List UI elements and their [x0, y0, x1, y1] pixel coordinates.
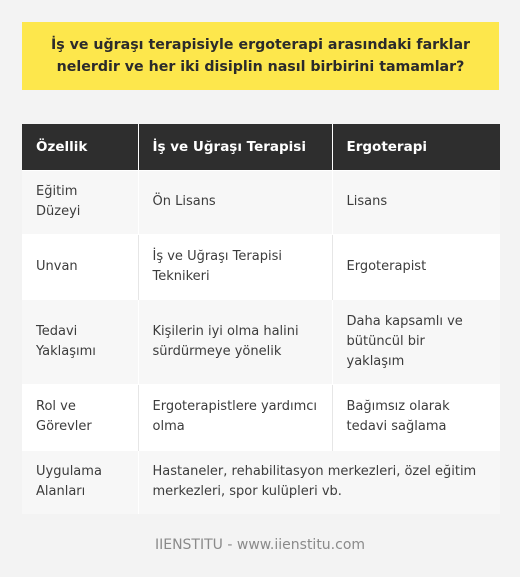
table-row	[22, 384, 500, 450]
table-row	[22, 450, 500, 514]
cell-application-areas: Hastaneler, rehabilitasyon merkezleri, özel eğitim merkezleri, spor kulüpleri vb.	[138, 450, 500, 514]
cell-feature: Unvan	[22, 234, 138, 299]
header-feature: Özellik	[22, 124, 138, 170]
title-banner	[22, 22, 499, 90]
header-occupational-therapy-technician: İş ve Uğraşı Terapisi	[138, 124, 332, 170]
cell-technician: Ön Lisans	[138, 170, 332, 234]
comparison-table	[22, 124, 500, 514]
cell-technician: Ergoterapistlere yardımcı olma	[138, 384, 332, 450]
header-ergotherapy: Ergoterapi	[332, 124, 500, 170]
cell-ergotherapy: Lisans	[332, 170, 500, 234]
cell-feature: Eğitim Düzeyi	[22, 170, 138, 234]
cell-feature: Rol ve Görevler	[22, 384, 138, 450]
cell-technician: Kişilerin iyi olma halini sürdürmeye yönelik	[138, 299, 332, 384]
table-row	[22, 170, 500, 234]
cell-feature: Uygulama Alanları	[22, 450, 138, 514]
footer-credit: IIENSTITU - www.iienstitu.com	[154, 537, 366, 553]
cell-ergotherapy: Ergoterapist	[332, 234, 500, 299]
cell-feature: Tedavi Yaklaşımı	[22, 299, 138, 384]
cell-ergotherapy: Bağımsız olarak tedavi sağlama	[332, 384, 500, 450]
table-row	[22, 299, 500, 384]
table-row	[22, 234, 500, 299]
cell-ergotherapy: Daha kapsamlı ve bütüncül bir yaklaşım	[332, 299, 500, 384]
cell-technician: İş ve Uğraşı Terapisi Teknikeri	[138, 234, 332, 299]
table-header-row	[22, 124, 500, 170]
page-title: İş ve uğraşı terapisiyle ergoterapi arasındaki farklar nelerdir ve her iki disiplin nasıl birbirini tamamlar?	[50, 37, 471, 75]
